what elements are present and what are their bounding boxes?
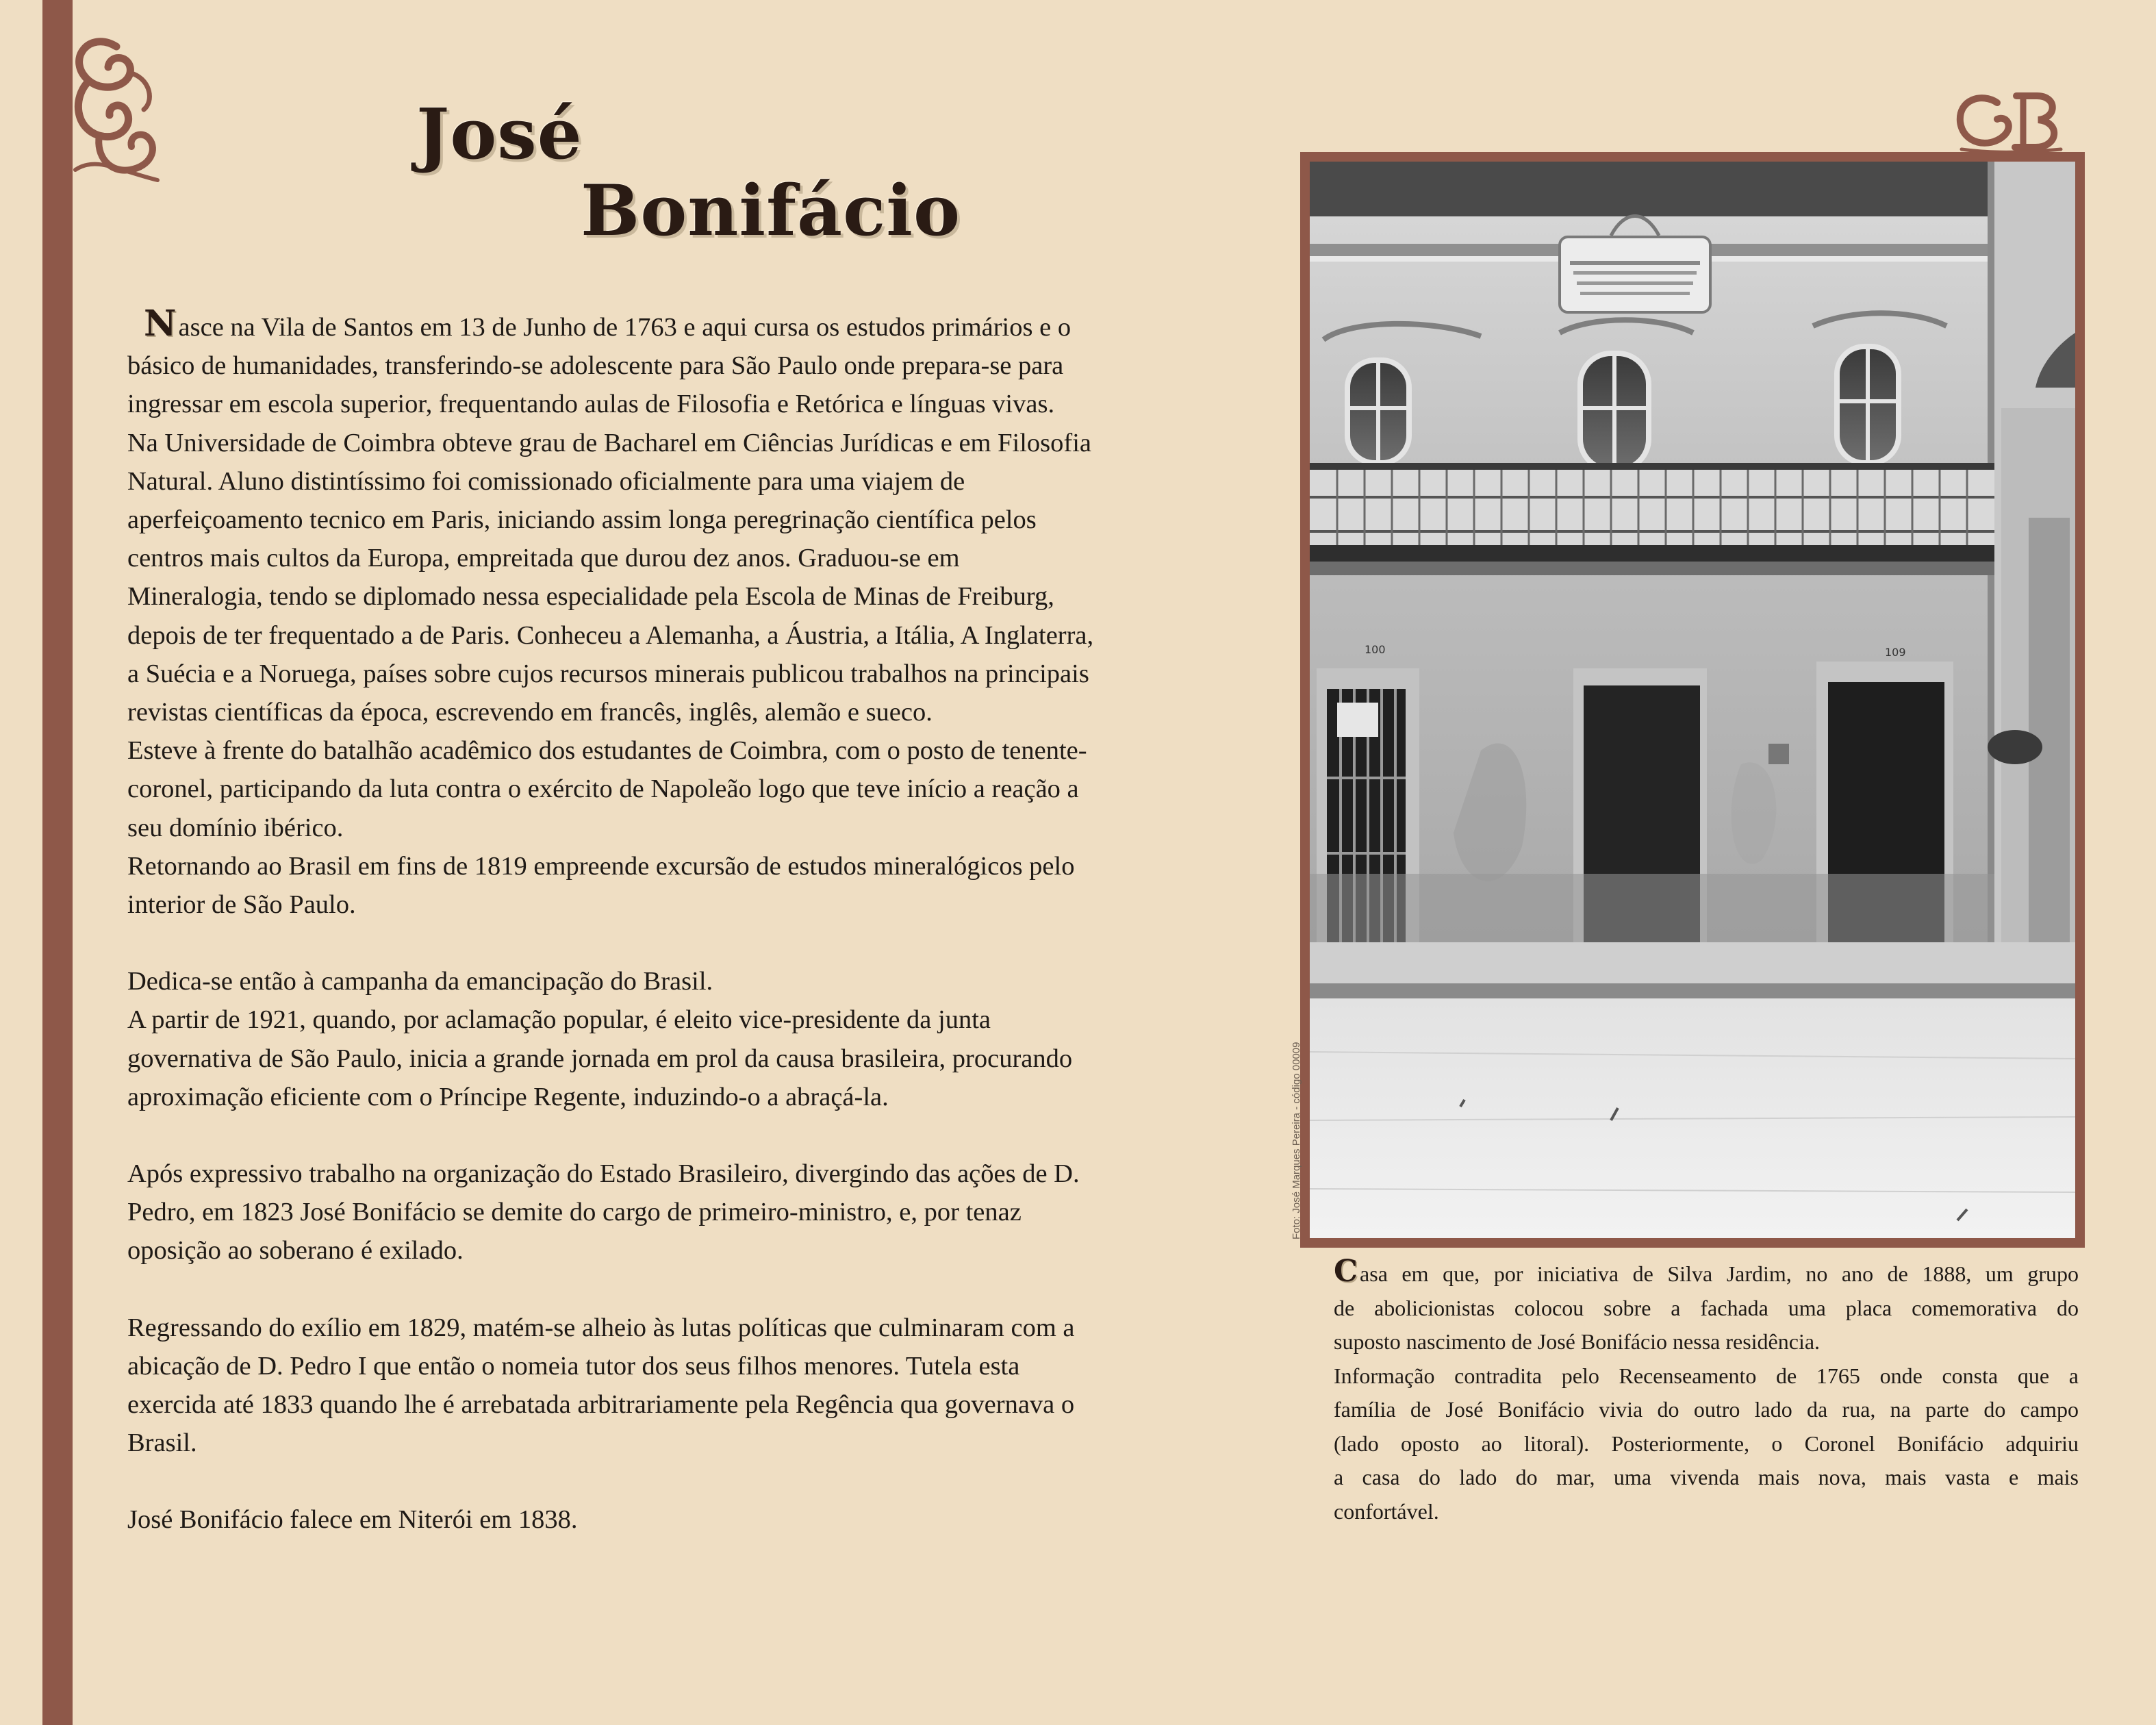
body-line: centros mais cultos da Europa, empreitada que durou dez anos. Graduou-se em xyxy=(127,544,960,573)
left-border-bar xyxy=(42,0,73,1725)
body-line: Regressando do exílio em 1829, matém-se alheio às lutas políticas que culminaram com a xyxy=(127,1313,1075,1342)
body-line: José Bonifácio falece em Niterói em 1838. xyxy=(127,1505,578,1535)
caption-line-text: asa em que, por iniciativa de Silva Jardim, no ano de 1888, um grupo xyxy=(1360,1261,2079,1286)
body-line: Dedica-se então à campanha da emancipação do Brasil. xyxy=(127,967,713,996)
photo-caption xyxy=(1334,1254,2079,1528)
body-line: aproximação eficiente com o Príncipe Regente, induzindo-o a abraçá-la. xyxy=(127,1082,889,1111)
house-photo xyxy=(1310,162,2075,1238)
caption-line: suposto nascimento de José Bonifácio nessa residência. xyxy=(1334,1329,1821,1354)
body-line: Esteve à frente do batalhão acadêmico dos estudantes de Coimbra, com o posto de tenente- xyxy=(127,736,1087,766)
caption-line: Informação contradita pelo Recenseamento de 1765 onde consta que a xyxy=(1334,1363,2079,1388)
caption-line: família de José Bonifácio vivia do outro lado da rua, na parte do campo xyxy=(1334,1397,2079,1422)
caption-line xyxy=(1334,1254,2079,1292)
caption-line: de abolicionistas colocou sobre a fachada uma placa comemorativa do xyxy=(1334,1295,2079,1320)
caption-line: (lado oposto ao litoral). Posteriormente, o Coronel Bonifácio adquiriu xyxy=(1334,1431,2079,1456)
body-line: coronel, participando da luta contra o exército de Napoleão logo que teve início a reação a xyxy=(127,775,1079,804)
body-line: Natural. Aluno distintíssimo foi comissionado oficialmente para uma viajem de xyxy=(127,466,965,496)
door-number-left: 100 xyxy=(1365,643,1386,656)
body-line: Na Universidade de Coimbra obteve grau de Bacharel em Ciências Jurídicas e em Filosofia xyxy=(127,428,1091,457)
caption-line: confortável. xyxy=(1334,1498,1439,1524)
body-line: seu domínio ibérico. xyxy=(127,813,344,842)
body-line: Retornando ao Brasil em fins de 1819 empreende excursão de estudos mineralógicos pelo xyxy=(127,851,1075,881)
body-line: governativa de São Paulo, inicia a grande jornada em prol da causa brasileira, procurando xyxy=(127,1044,1073,1073)
door-number-right: 109 xyxy=(1885,646,1906,659)
biography-text xyxy=(127,303,1242,1539)
body-line: interior de São Paulo. xyxy=(127,890,356,920)
body-line: A partir de 1921, quando, por aclamação popular, é eleito vice-presidente da junta xyxy=(127,1005,991,1035)
body-line: a Suécia e a Noruega, países sobre cujos recursos minerais publicou trabalhos na principais xyxy=(127,659,1089,688)
body-line: ingressar em escola superior, frequentando aulas de Filosofia e Retórica e línguas vivas. xyxy=(127,390,1055,419)
title-last-name: Bonifácio xyxy=(581,170,961,252)
body-dropcap: N xyxy=(144,303,177,344)
body-line: aperfeiçoamento tecnico em Paris, iniciando assim longa peregrinação científica pelos xyxy=(127,505,1037,535)
body-line: básico de humanidades, transferindo-se adolescente para São Paulo onde prepara-se para xyxy=(127,351,1064,381)
body-line: exercida até 1833 quando lhe é arrebatada arbitrariamente pela Regência qua governava o xyxy=(127,1390,1075,1420)
caption-line: a casa do lado do mar, uma vivenda mais nova, mais vasta e mais xyxy=(1334,1465,2079,1489)
body-line xyxy=(127,303,1242,347)
caption-dropcap: C xyxy=(1334,1254,1358,1289)
body-line: depois de ter frequentado a de Paris. Conheceu a Alemanha, a Áustria, a Itália, A Inglaterra, xyxy=(127,620,1094,650)
body-line-text: asce na Vila de Santos em 13 de Junho de 1763 e aqui cursa os estudos primários e o xyxy=(178,313,1071,342)
ornament-left-icon xyxy=(68,33,164,184)
body-line: Após expressivo trabalho na organização do Estado Brasileiro, divergindo das ações de D. xyxy=(127,1159,1080,1189)
body-line: revistas científicas da época, escrevendo em francês, inglês, alemão e sueco. xyxy=(127,698,933,727)
photo-credit: Foto: José Marques Pereira - código 00009 xyxy=(1291,1042,1302,1239)
body-line: Brasil. xyxy=(127,1428,197,1458)
title-first-name: José xyxy=(416,93,583,175)
body-line: Mineralogia, tendo se diplomado nessa especialidade pela Escola de Minas de Freiburg, xyxy=(127,582,1054,612)
body-line: oposição ao soberano é exilado. xyxy=(127,1236,464,1266)
body-line: Pedro, em 1823 José Bonifácio se demite do cargo de primeiro-ministro, e, por tenaz xyxy=(127,1198,1022,1227)
ornament-right-icon xyxy=(1955,89,2064,154)
body-line: abicação de D. Pedro I que então o nomeia tutor dos seus filhos menores. Tutela esta xyxy=(127,1351,1020,1381)
